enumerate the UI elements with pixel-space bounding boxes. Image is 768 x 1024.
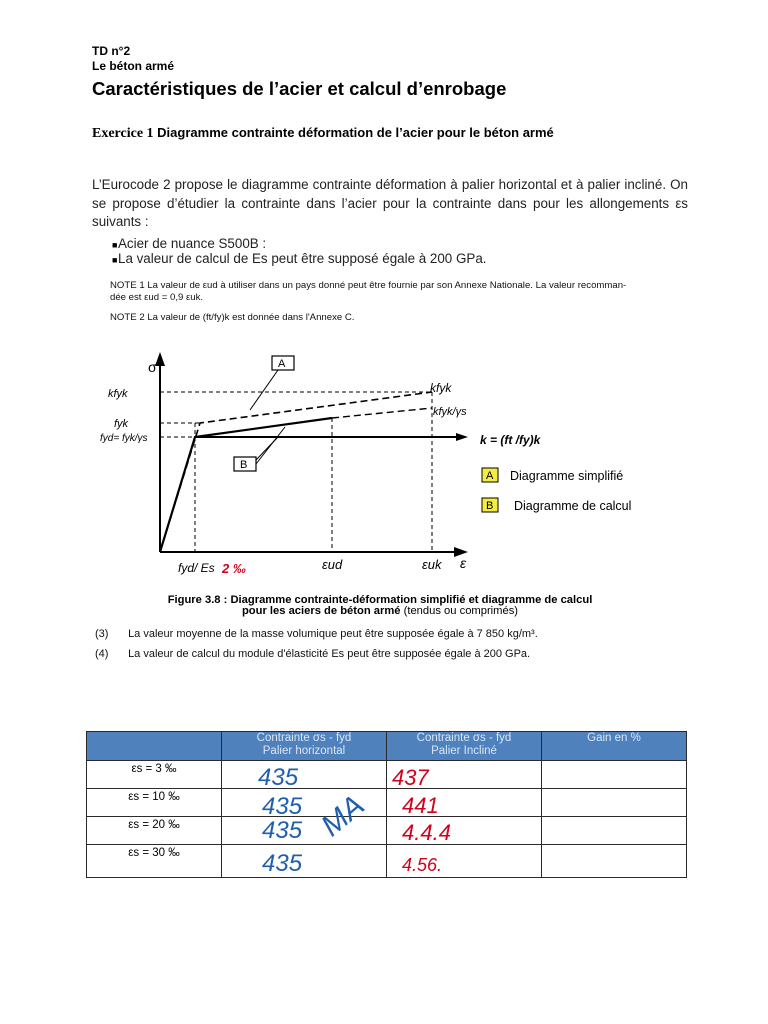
figure-caption-rest: (tendus ou comprimés): [400, 605, 519, 617]
row-label: εs = 20 ‰: [87, 817, 222, 845]
page-title: Caractéristiques de l’acier et calcul d’enrobage: [92, 78, 507, 99]
figure-caption-line-1: Figure 3.8 : Diagramme contrainte-déformation simplifié et diagramme de calcul: [167, 594, 593, 606]
stress-strain-diagram: [100, 340, 660, 580]
fyd-label: fyd= fyk/γs: [100, 433, 148, 444]
x-axis-label: ε: [460, 555, 467, 571]
fyk-label: fyk: [114, 418, 129, 430]
y-axis-label: σ: [148, 359, 157, 375]
handwritten-incline-value: 437: [392, 765, 429, 790]
red-annotation: 2 ‰: [222, 561, 246, 576]
header-cell-gain: Gain en %: [542, 732, 687, 761]
bullet-item: Acier de nuance S500B :: [118, 236, 267, 251]
kfyk-gs-label: kfyk/γs: [433, 406, 467, 418]
handwritten-signature: MA: [314, 788, 371, 844]
doc-label: TD n°2: [92, 44, 131, 58]
exercise-title: Diagramme contrainte déformation de l’acier pour le béton armé: [157, 125, 554, 140]
eud-label: εud: [322, 557, 343, 572]
handwritten-incline-value: 441: [402, 793, 439, 818]
item-number: (4): [95, 648, 109, 660]
row-label: εs = 30 ‰: [87, 845, 222, 878]
item-text: La valeur moyenne de la masse volumique peut être supposée égale à 7 850 kg/m³.: [128, 628, 538, 640]
numbered-item-4: [95, 648, 530, 660]
legend-a-key: A: [486, 470, 494, 482]
exercise-number: Exercice 1: [92, 126, 154, 141]
bullet-icon: ■: [112, 255, 118, 265]
row-label: εs = 3 ‰: [87, 761, 222, 789]
handwriting-overlay: [86, 731, 686, 881]
callout-a-label: A: [278, 358, 286, 370]
fyd-es-label: fyd/ Es: [178, 561, 215, 575]
diagram-b-inclined: [160, 418, 332, 552]
numbered-item-3: [95, 628, 538, 640]
bullet-item: La valeur de calcul de Es peut être supposé égale à 200 GPa.: [118, 251, 487, 266]
figure-caption-bold: pour les aciers de béton armé: [241, 605, 401, 617]
item-number: (3): [95, 628, 109, 640]
item-text: La valeur de calcul du module d'élasticité Es peut être supposée égale à 200 GPa.: [128, 648, 531, 660]
callout-b-label: B: [240, 459, 248, 471]
note-1-line-2: dée est εud = 0,9 εuk.: [110, 292, 204, 303]
note-1-line-1: NOTE 1 La valeur de εud à utiliser dans un pays donné peut être fournie par son Annexe Nationale. La valeur recomman-: [110, 280, 627, 291]
intro-paragraph: L’Eurocode 2 propose le diagramme contrainte déformation à palier horizontal et à palier incliné. On se propose d’étudier la contrainte dans l’acier pour la contrainte dans pour les allongements εs suivants :: [92, 177, 688, 229]
row-label: εs = 10 ‰: [87, 789, 222, 817]
handwritten-horizontal-value: 435: [262, 850, 303, 877]
note-2: NOTE 2 La valeur de (ft/fy)k est donnée dans l'Annexe C.: [110, 312, 355, 323]
legend-a-text: Diagramme simplifié: [510, 469, 624, 483]
k-ratio-label: k = (ft /fy)k: [480, 433, 541, 447]
figure-caption-line-2: [100, 605, 660, 617]
euk-label: εuk: [422, 557, 442, 572]
doc-subject: Le béton armé: [92, 59, 175, 73]
handwritten-horizontal-value: 435: [262, 817, 303, 844]
kfyk-gs-curve: [332, 408, 432, 418]
callout-a-pointer: [250, 370, 278, 410]
diagram-a-curve: [160, 392, 432, 552]
bullet-icon: ■: [112, 240, 118, 250]
legend-b-key: B: [486, 500, 494, 512]
header-cell-incline: Contrainte σs - fyd Palier Incliné: [387, 732, 542, 761]
kfyk-label: kfyk: [108, 388, 128, 400]
handwritten-incline-value: 4.4.4: [402, 820, 451, 845]
handwritten-horizontal-value: 435: [262, 793, 303, 820]
callout-b-pointer-2: [256, 427, 285, 464]
legend-b-text: Diagramme de calcul: [514, 499, 632, 513]
handwritten-incline-value: 4.56.: [402, 855, 443, 875]
kfyk-right-label: kfyk: [430, 381, 452, 395]
exercise-heading: [92, 125, 554, 142]
handwritten-horizontal-value: 435: [258, 764, 299, 791]
horizontal-arrow-icon: [456, 433, 468, 441]
header-cell-horizontal: Contrainte σs - fyd Palier horizontal: [222, 732, 387, 761]
